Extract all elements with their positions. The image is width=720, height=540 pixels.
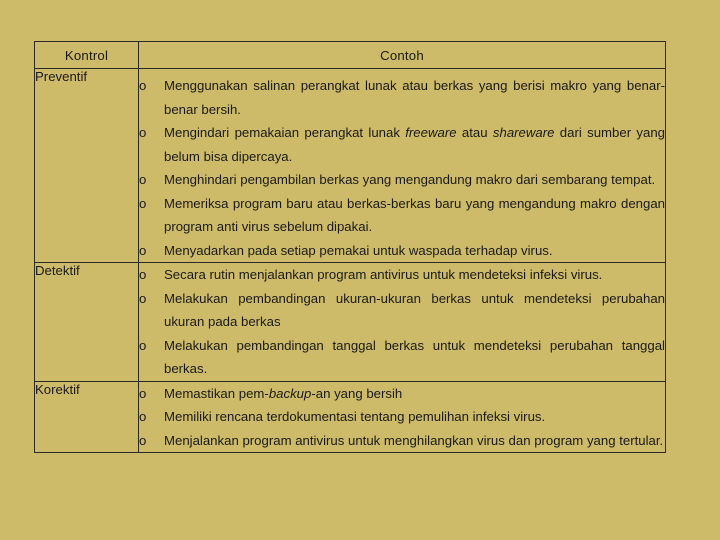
list-item: [139, 405, 665, 429]
examples-detektif: [139, 263, 666, 382]
category-korektif: Korektif: [35, 381, 139, 453]
bullet-icon: o: [139, 337, 147, 353]
item-text: Menggunakan salinan perangkat lunak atau berkas yang berisi makro yang benar-benar bersih.: [164, 78, 665, 117]
list-item: [139, 263, 665, 287]
table-row-preventif: [35, 69, 666, 263]
item-text: Mengindari pemakaian perangkat lunak freeware atau shareware dari sumber yang belum bisa dipercaya.: [164, 125, 666, 164]
list-item: [139, 287, 665, 334]
item-text: Memeriksa program baru atau berkas-berkas baru yang mengandung makro dengan program anti virus sebelum dipakai.: [164, 195, 665, 234]
category-detektif: Detektif: [35, 263, 139, 382]
control-table: [34, 41, 666, 453]
list-item: [139, 74, 665, 121]
list-item: [139, 334, 665, 381]
list-item: [139, 239, 665, 263]
item-text: Melakukan pembandingan tanggal berkas untuk mendeteksi perubahan tanggal berkas.: [164, 337, 665, 376]
item-text: Menjalankan program antivirus untuk menghilangkan virus dan program yang tertular.: [164, 432, 664, 448]
bullet-icon: o: [139, 409, 147, 424]
table-row-korektif: [35, 381, 666, 453]
item-text: Menyadarkan pada setiap pemakai untuk waspada terhadap virus.: [164, 242, 553, 258]
item-text: Memiliki rencana terdokumentasi tentang pemulihan infeksi virus.: [164, 409, 546, 424]
category-preventif: Preventif: [35, 69, 139, 263]
examples-korektif: [139, 381, 666, 453]
header-kontrol: Kontrol: [35, 42, 139, 69]
bullet-icon: o: [139, 172, 147, 187]
bullet-icon: o: [139, 78, 147, 93]
bullet-icon: o: [139, 195, 147, 211]
item-text: Menghindari pengambilan berkas yang mengandung makro dari sembarang tempat.: [164, 172, 656, 187]
bullet-icon: o: [139, 385, 147, 401]
list-item: [139, 168, 665, 192]
bullet-icon: o: [139, 242, 147, 258]
bullet-icon: o: [139, 267, 147, 282]
item-text: Secara rutin menjalankan program antivirus untuk mendeteksi infeksi virus.: [164, 267, 603, 282]
list-item: [139, 192, 665, 239]
list-item: [139, 429, 665, 453]
item-text: Melakukan pembandingan ukuran-ukuran berkas untuk mendeteksi perubahan ukuran pada berkas: [164, 290, 665, 329]
bullet-icon: o: [139, 432, 147, 448]
table-header-row: [35, 42, 666, 69]
bullet-icon: o: [139, 290, 147, 306]
bullet-icon: o: [139, 125, 147, 140]
list-item: [139, 121, 665, 168]
table-row-detektif: [35, 263, 666, 382]
item-text: Memastikan pem-backup-an yang bersih: [164, 385, 403, 401]
header-contoh: Contoh: [139, 42, 666, 69]
examples-preventif: [139, 69, 666, 263]
list-item: [139, 382, 665, 406]
